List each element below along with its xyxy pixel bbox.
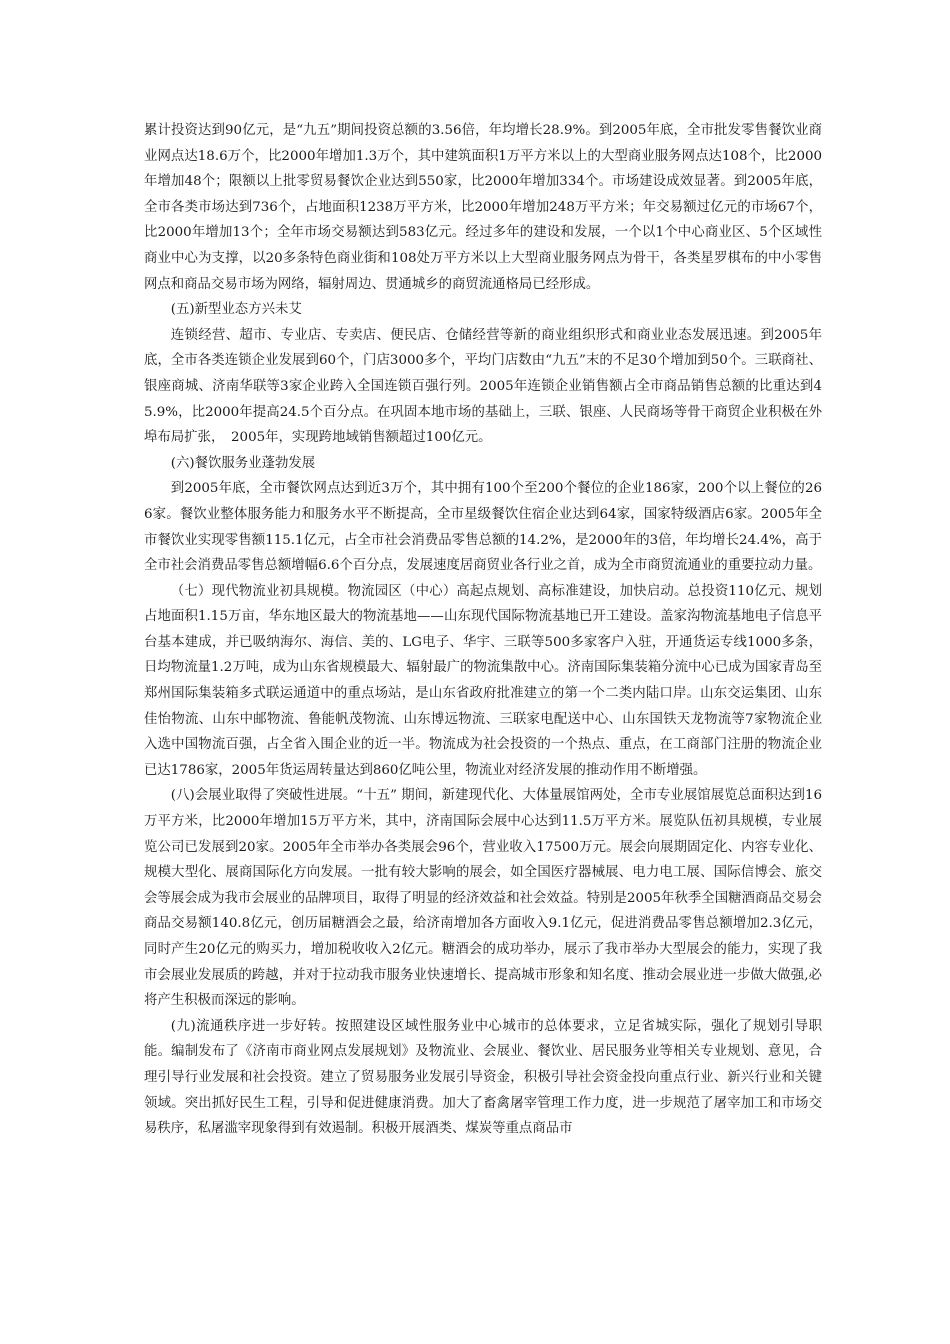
section-heading-new-formats: (五)新型业态方兴未艾 [170, 302, 302, 318]
paragraph-exhibition: (八)会展业取得了突破性进展。“十五” 期间，新建现代化、大体量展馆两处，全市专业展馆展览总面积达到16万平方米，比2000年增加15万平方米，其中，济南国际会展中心达到11.5万平方米。展览队伍初具规模，专业展览公司已发展到20家。2005年全市举办各类展会96个，营业收入17500万元。展会向展期固定化、内容专业化、规模大型化、展商国际化方向发展。一批有较大影响的展会，如全国医疗器械展、电力电工展、国际信博会、旅交会等展会成为我市会展业的品牌项目，取得了明显的经济效益和社会效益。特别是2005年秋季全国糖酒商品交易会商品交易额140.8亿元，创历届糖酒会之最，给济南增加各方面收入9.1亿元，促进消费品零售总额增加2.3亿元，同时产生20亿元的购买力，增加税收收入2亿元。糖酒会的成功举办，展示了我市举办大型展会的能力，实现了我市会展业发展质的跨越，并对于拉动我市服务业快速增长、提高城市形象和知名度、推动会展业进一步做大做强,必将产生积极而深远的影响。 [144, 788, 822, 1009]
paragraph-investment-summary: 累计投资达到90亿元，是“九五”期间投资总额的3.56倍，年均增长28.9%。到2005年底，全市批发零售餐饮业商业网点达18.6万个，比2000年增加1.3万个，其中建筑面积1万平方米以上的大型商业服务网点达108个，比2000年增加48个；限额以上批零贸易餐饮企业达到550家，比2000年增加334个。市场建设成效显著。到2005年底，全市各类市场达到736个，占地面积1238万平方米，比2000年增加248万平方米；年交易额过亿元的市场67个，比2000年增加13个；全年市场交易额达到583亿元。经过多年的建设和发展，一个以1个中心商业区、5个区域性商业中心为支撑，以20多条特色商业街和108处万平方米以上大型商业服务网点为骨干，各类星罗棋布的中小零售网点和商品交易市场为网络，辐射周边、贯通城乡的商贸流通格局已经形成。 [144, 123, 822, 292]
document-page [144, 118, 822, 1142]
section-heading-catering: (六)餐饮服务业蓬勃发展 [170, 455, 316, 471]
paragraph-logistics: （七）现代物流业初具规模。物流园区（中心）高起点规划、高标准建设，加快启动。总投资110亿元、规划占地面积1.15万亩，华东地区最大的物流基地——山东现代国际物流基地已开工建设。盖家沟物流基地电子信息平台基本建成，并已吸纳海尔、海信、美的、LG电子、华宇、三联等500多家客户入驻，开通货运专线1000多条，日均物流量1.2万吨，成为山东省规模最大、辐射最广的物流集散中心。济南国际集装箱分流中心已成为国家青岛至郑州国际集装箱多式联运通道中的重点场站，是山东省政府批准建立的第一个二类内陆口岸。山东交运集团、山东佳怡物流、山东中邮物流、鲁能帆茂物流、山东博远物流、三联家电配送中心、山东国铁天龙物流等7家物流企业入选中国物流百强，占全省入围企业的近一半。物流成为社会投资的一个热点、重点，在工商部门注册的物流企业已达1786家，2005年货运周转量达到860亿吨公里，物流业对经济发展的推动作用不断增强。 [144, 583, 822, 778]
paragraph-catering: 到2005年底，全市餐饮网点达到近3万个，其中拥有100个至200个餐位的企业186家，200个以上餐位的266家。餐饮业整体服务能力和服务水平不断提高，全市星级餐饮住宿企业达到64家，国家特级酒店6家。2005年全市餐饮业实现零售额115.1亿元，占全市社会消费品零售总额的14.2%，是2000年的3倍，年均增长24.4%，高于全市社会消费品零售总额增幅6.6个百分点，发展速度居商贸业各行业之首，成为全市商贸流通业的重要拉动力量。 [144, 481, 822, 574]
paragraph-circulation-order: (九)流通秩序进一步好转。按照建设区域性服务业中心城市的总体要求，立足省城实际，强化了规划引导职能。编制发布了《济南市商业网点发展规划》及物流业、会展业、餐饮业、居民服务业等相关专业规划、意见，合理引导行业发展和社会投资。建立了贸易服务业发展引导资金，积极引导社会资金投向重点行业、新兴行业和关键领域。突出抓好民生工程，引导和促进健康消费。加大了畜禽屠宰管理工作力度，进一步规范了屠宰加工和市场交易秩序，私屠滥宰现象得到有效遏制。积极开展酒类、煤炭等重点商品市 [144, 1018, 822, 1137]
paragraph-chain-operations: 连锁经营、超市、专业店、专卖店、便民店、仓储经营等新的商业组织形式和商业业态发展迅速。到2005年底，全市各类连锁企业发展到60个，门店3000多个，平均门店数由“九五”末的不足30个增加到50个。三联商社、银座商城、济南华联等3家企业跨入全国连锁百强行列。2005年连锁企业销售额占全市商品销售总额的比重达到45.9%，比2000年提高24.5个百分点。在巩固本地市场的基础上，三联、银座、人民商场等骨干商贸企业积极在外埠布局扩张， 2005年，实现跨地域销售额超过100亿元。 [144, 327, 822, 446]
